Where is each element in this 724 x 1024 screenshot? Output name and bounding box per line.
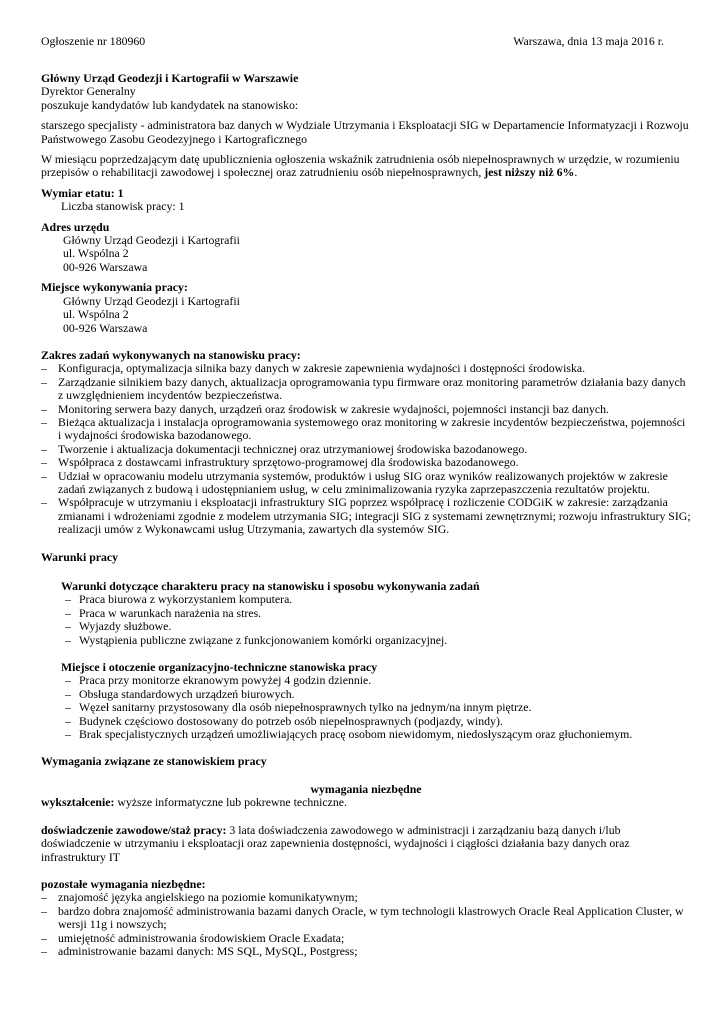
director-title: Dyrektor Generalny [41, 84, 136, 99]
notice-number: Ogłoszenie nr 180960 [41, 34, 146, 48]
employment-title: Wymiar etatu: 1 [41, 185, 124, 200]
environment-list [41, 674, 691, 741]
positions-count: Liczba stanowisk pracy: 1 [61, 199, 185, 214]
list-item: – Współpracuje w utrzymaniu i eksploatacji infrastruktury SIG poprzez współpracę i rozliczenie CODGiK w zakresie: zarządzania zmianami i wdrożeniami zgodnie z modelem utrzymania SIG; integracji SIG z systemami zewnętrznymi; rozwoju infrastruktury SIG; realizacji umów z Wykonawcami usług Utrzymania, zawartych dla systemów SIG. [41, 496, 691, 536]
list-item: – Współpraca z dostawcami infrastruktury sprzętowo-programowej dla środowiska bazodanowego. [41, 456, 691, 469]
list-item: – Wyjazdy służbowe. [41, 620, 691, 633]
office-address-line: Główny Urząd Geodezji i Kartografii [63, 233, 240, 248]
workplace-line: Główny Urząd Geodezji i Kartografii [63, 293, 240, 308]
list-item: – Udział w opracowaniu modelu utrzymania systemów, produktów i usług SIG oraz wyników realizowanych projektów w zakresie zadań związanych z budową i udostępnianiem usług, w celu zminimalizowania ryzyka zaprzepaszczenia rezultatów projektu. [41, 470, 691, 497]
environment-title: Miejsce i otoczenie organizacyjno-techniczne stanowiska pracy [61, 660, 378, 675]
nature-list [41, 593, 691, 647]
education-value: wyższe informatyczne lub pokrewne techniczne. [117, 795, 347, 810]
tasks-list [41, 362, 691, 536]
list-item: – Brak specjalistycznych urządzeń umożliwiających pracę osobom niewidomym, niedosłyszącym oraz głuchoniemym. [41, 728, 691, 741]
institution-name: Główny Urząd Geodezji i Kartografii w Warszawie [41, 71, 299, 85]
disability-text: W miesiącu poprzedzającym datę upublicznienia ogłoszenia wskaźnik zatrudnienia osób niepełnosprawnych w urzędzie, w rozumieniu przepisów o rehabilitacji zawodowej i społecznej oraz zatrudnieniu osób niepełnosprawnych, [41, 152, 680, 180]
experience-requirement [41, 824, 691, 864]
document-body [41, 72, 691, 958]
workplace-title: Miejsce wykonywania pracy: [41, 280, 188, 295]
disability-end: . [574, 165, 578, 180]
list-item: – Zarządzanie silnikiem bazy danych, aktualizacja oprogramowania typu firmware oraz monitoring parametrów działania bazy danych z uwzględnieniem incydentów bezpieczeństwa. [41, 376, 691, 403]
list-item: – Praca przy monitorze ekranowym powyżej 4 godzin dziennie. [41, 674, 691, 687]
office-address-line: 00-926 Warszawa [63, 259, 148, 274]
list-item: – Tworzenie i aktualizacja dokumentacji technicznej oraz utrzymaniowej środowiska bazodanowego. [41, 443, 691, 456]
office-address-title: Adres urzędu [41, 219, 110, 234]
list-item: – Budynek częściowo dostosowany do potrzeb osób niepełnosprawnych (podjazdy, windy). [41, 715, 691, 728]
workplace-line: 00-926 Warszawa [63, 320, 148, 335]
list-item: – umiejętność administrowania środowiskiem Oracle Exadata; [41, 932, 691, 945]
disability-bold: jest niższy niż 6% [484, 165, 575, 180]
required-title: wymagania niezbędne [310, 781, 422, 796]
office-address-line: ul. Wspólna 2 [63, 246, 129, 261]
list-item: – administrowanie bazami danych: MS SQL, MySQL, Postgress; [41, 945, 691, 958]
list-item: – Praca biurowa z wykorzystaniem komputera. [41, 593, 691, 606]
position-description: starszego specjalisty - administratora baz danych w Wydziale Utrzymania i Eksploatacji SIG w Departamencie Informatyzacji i Rozwoju Państwowego Zasobu Geodezyjnego i Kartograficznego [41, 118, 689, 146]
list-item: – bardzo dobra znajomość administrowania bazami danych Oracle, w tym technologii klastrowych Oracle Real Application Cluster, w wersji 11g i nowszych; [41, 905, 691, 932]
list-item: – Węzeł sanitarny przystosowany dla osób niepełnosprawnych tylko na jednym/na innym piętrze. [41, 701, 691, 714]
seeking-text: poszukuje kandydatów lub kandydatek na stanowisko: [41, 97, 299, 112]
list-item: – Monitoring serwera bazy danych, urządzeń oraz środowisk w zakresie wydajności, pojemności instancji baz danych. [41, 403, 691, 416]
list-item: – Obsługa standardowych urządzeń biurowych. [41, 688, 691, 701]
experience-value: 3 lata doświadczenia zawodowego w administracji i zarządzaniu bazą danych i/lub doświadczenie w utrzymaniu i eksploatacji oraz zapewnienia dostępności, wydajności i ciągłości działania bazy danych oraz infrastruktury IT [41, 822, 630, 864]
header [41, 35, 664, 48]
list-item: – Praca w warunkach narażenia na stres. [41, 607, 691, 620]
list-item: – Wystąpienia publiczne związane z funkcjonowaniem komórki organizacyjnej. [41, 634, 691, 647]
list-item: – Bieżąca aktualizacja i instalacja oprogramowania systemowego oraz monitoring w zakresie incydentów bezpieczeństwa, pojemności i wydajności środowiska bazodanowego. [41, 416, 691, 443]
requirements-title: Wymagania związane ze stanowiskiem pracy [41, 754, 267, 769]
nature-title: Warunki dotyczące charakteru pracy na stanowisku i sposobu wykonywania zadań [61, 579, 480, 593]
education-requirement [41, 796, 691, 809]
tasks-title: Zakres zadań wykonywanych na stanowisku pracy: [41, 347, 301, 362]
education-label: wykształcenie: [41, 795, 115, 810]
disability-statement [41, 153, 691, 180]
conditions-title: Warunki pracy [41, 549, 119, 564]
place-date: Warszawa, dnia 13 maja 2016 r. [513, 34, 664, 48]
other-requirements-title: pozostałe wymagania niezbędne: [41, 876, 206, 891]
workplace-line: ul. Wspólna 2 [63, 307, 129, 322]
list-item: – znajomość języka angielskiego na poziomie komunikatywnym; [41, 891, 691, 904]
experience-label: doświadczenie zawodowe/staż pracy: [41, 822, 227, 837]
list-item: – Konfiguracja, optymalizacja silnika bazy danych w zakresie zapewnienia wydajności i dostępności środowiska. [41, 362, 691, 375]
other-requirements-list [41, 891, 691, 958]
